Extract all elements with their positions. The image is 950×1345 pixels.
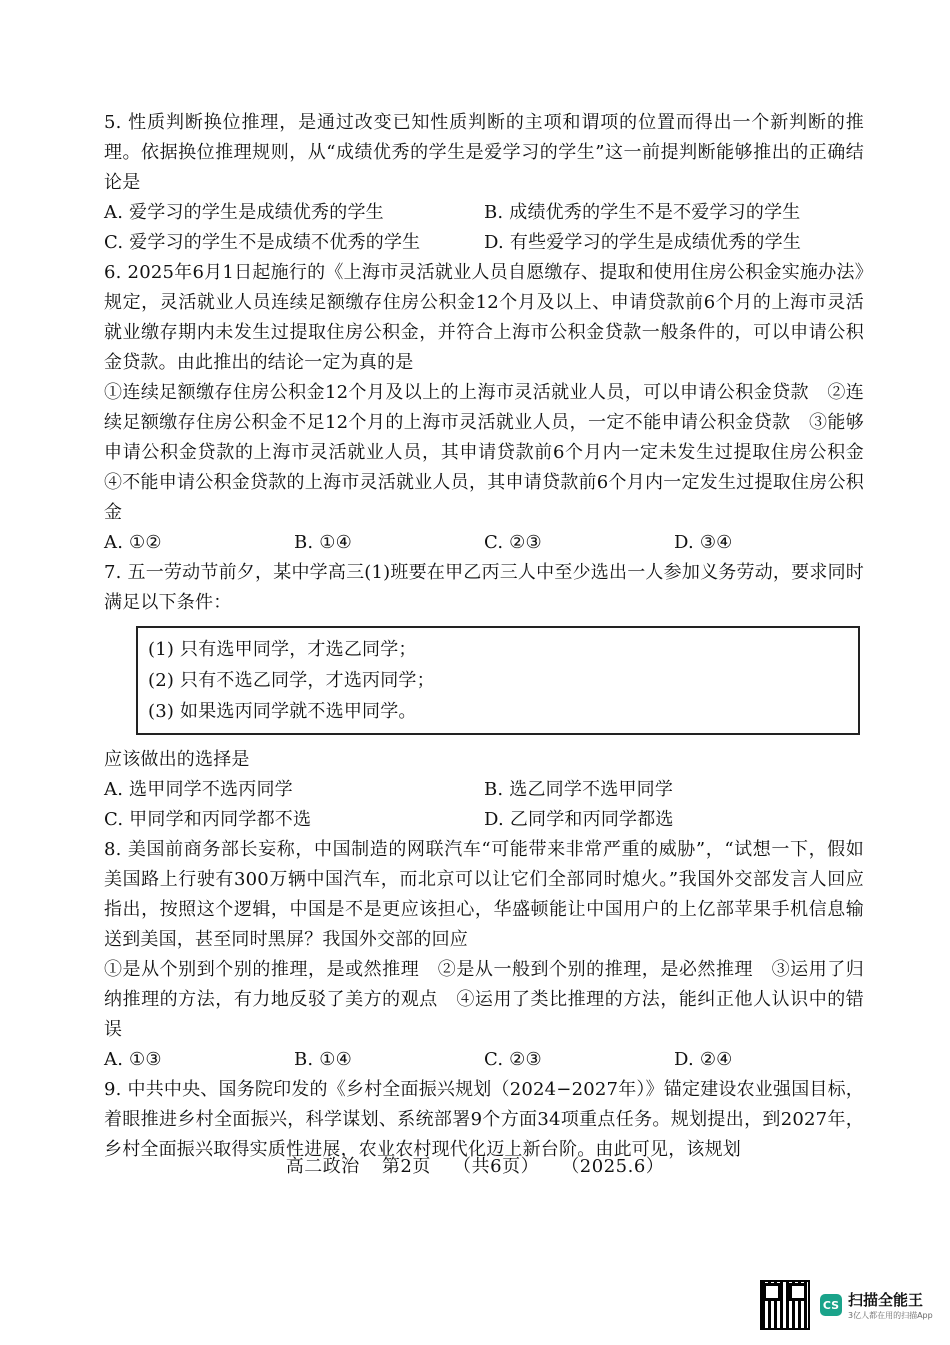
option-a: A. 选甲同学不选丙同学 [104,779,293,800]
question-stem: 6. 2025年6月1日起施行的《上海市灵活就业人员自愿缴存、提取和使用住房公积金实施办法》规定，灵活就业人员连续足额缴存住房公积金12个月及以上、申请贷款前6个月的上海市灵活就业缴存期内未发生过提取住房公积金，并符合上海市公积金贷款一般条件的，可以申请公积金贷款。由此推出的结论一定为真的是 [104,262,864,373]
condition-3: (3) 如果选丙同学就不选甲同学。 [148,701,417,722]
question-stem: 7. 五一劳动节前夕，某中学高三(1)班要在甲乙丙三人中至少选出一人参加义务劳动，要求同时满足以下条件： [104,562,864,613]
question-6 [104,258,883,558]
qr-code-icon [760,1280,810,1330]
option-c: C. 甲同学和丙同学都不选 [104,809,312,830]
question-statements: ①是从个别到个别的推理，是或然推理 ②是从一般到个别的推理，是必然推理 ③运用了归纳推理的方法，有力地反驳了美方的观点 ④运用了类比推理的方法，能纠正他人认识中的错误 [104,959,864,1040]
option-b: B. ①④ [294,1049,352,1070]
watermark-brand [848,1290,933,1321]
option-list [104,198,864,258]
option-a: A. 爱学习的学生是成绩优秀的学生 [104,202,384,223]
footer-total: （共6页） [453,1156,540,1177]
footer-page: 第2页 [381,1156,431,1177]
option-list [104,775,864,835]
option-a: A. ①② [104,532,162,553]
question-stem: 9. 中共中央、国务院印发的《乡村全面振兴规划（2024−2027年）》锚定建设农业强国目标，着眼推进乡村全面振兴，科学谋划、系统部署9个方面34项重点任务。规划提出，到2027年，乡村全面振兴取得实质性进展，农业农村现代化迈上新台阶。由此可见，该规划 [104,1079,864,1160]
option-b: B. ①④ [294,532,352,553]
option-c: C. ②③ [484,1049,542,1070]
question-7 [104,558,864,835]
camscanner-logo-icon: CS [820,1294,842,1316]
option-d: D. ③④ [674,532,733,553]
option-list [104,1045,864,1075]
option-b: B. 选乙同学不选甲同学 [484,779,674,800]
page-footer [0,1152,950,1178]
option-d: D. 有些爱学习的学生是成绩优秀的学生 [484,232,802,253]
option-b: B. 成绩优秀的学生不是不爱学习的学生 [484,202,801,223]
option-d: D. ②④ [674,1049,733,1070]
option-list [104,528,864,558]
question-8 [104,835,864,1075]
watermark-name: 扫描全能王 [848,1290,924,1309]
scanner-watermark [760,1280,935,1330]
question-stem: 8. 美国前商务部长妄称，中国制造的网联汽车“可能带来非常严重的威胁”，“试想一下，假如美国路上行驶有300万辆中国汽车，而北京可以让它们全部同时熄火。”我国外交部发言人回应指出，按照这个逻辑，中国是不是更应该担心，华盛顿能让中国用户的上亿部苹果手机信息输送到美国，甚至同时黑屏？我国外交部的回应 [104,839,864,950]
question-prompt: 应该做出的选择是 [104,749,250,770]
condition-1: (1) 只有选甲同学，才选乙同学； [148,639,417,660]
footer-date: （2025.6） [561,1156,665,1177]
conditions-box [136,626,860,735]
exam-page [104,108,883,1165]
option-c: C. 爱学习的学生不是成绩不优秀的学生 [104,232,421,253]
question-5 [104,108,864,258]
footer-subject: 高二政治 [285,1156,360,1177]
question-statements: ①连续足额缴存住房公积金12个月及以上的上海市灵活就业人员，可以申请公积金贷款 ②连续足额缴存住房公积金不足12个月的上海市灵活就业人员，一定不能申请公积金贷款 ③能够申请公积金贷款的上海市灵活就业人员，其申请贷款前6个月内一定未发生过提取住房公积金 ④不能申请公积金贷款的上海市灵活就业人员，其申请贷款前6个月内一定发生过提取住房公积金 [104,382,883,523]
question-stem: 5. 性质判断换位推理，是通过改变已知性质判断的主项和谓项的位置而得出一个新判断的推理。依据换位推理规则，从“成绩优秀的学生是爱学习的学生”这一前提判断能够推出的正确结论是 [104,112,864,193]
condition-2: (2) 只有不选乙同学，才选丙同学； [148,670,435,691]
option-d: D. 乙同学和丙同学都选 [484,809,674,830]
watermark-tagline: 3亿人都在用的扫描App [848,1310,933,1320]
option-c: C. ②③ [484,532,542,553]
option-a: A. ①③ [104,1049,162,1070]
